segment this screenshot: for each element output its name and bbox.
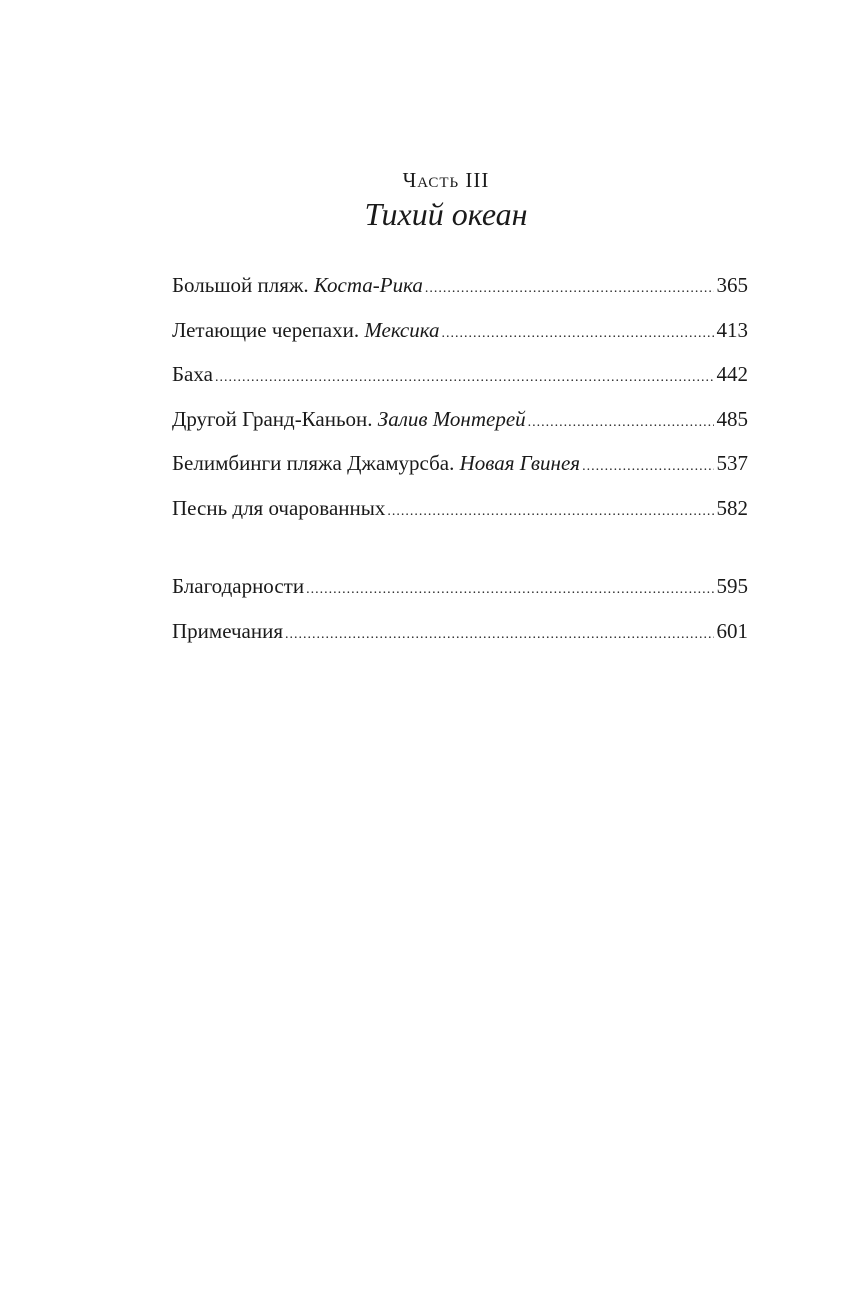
toc-entry-page: 601 [716,618,748,643]
dot-leader [215,358,714,398]
toc-entry-title: Летающие черепахи. Мексика [172,317,440,342]
dot-leader [387,492,713,532]
toc-entry[interactable] [172,566,748,611]
toc-entry[interactable] [172,488,748,533]
toc-entry-subtitle: Мексика [364,317,440,342]
toc-entry-page: 485 [716,406,748,431]
dot-leader [425,269,714,309]
toc-entry-subtitle: Коста-Рика [313,273,423,297]
toc-entry[interactable] [172,265,748,310]
toc-entry-title: Большой пляж. Коста-Рика [172,273,423,297]
part-label: Часть III [402,168,490,192]
toc-entry-title: Другой Гранд-Каньон. Залив Монтерей [172,406,526,431]
toc-entry-page: 365 [716,273,748,297]
toc-entry-title: Благодарности [172,574,305,598]
dot-leader [285,615,713,655]
toc-entry-page: 413 [716,317,748,342]
dot-leader [528,403,714,443]
toc-entry-page: 442 [716,362,748,387]
dot-leader [582,447,713,487]
toc-entry[interactable] [172,399,748,444]
part-title: Тихий океан [364,196,528,232]
toc-back-matter [172,566,748,655]
toc-entry-page: 537 [716,451,748,476]
toc-entry-subtitle: Залив Монтерей [377,406,526,431]
toc-entry-page: 582 [716,495,748,520]
toc-entry[interactable] [172,354,748,399]
toc-entry[interactable] [172,310,748,355]
dot-leader [306,570,713,610]
toc-entry[interactable] [172,443,748,488]
toc-entry-title: Белимбинги пляжа Джамурсба. Новая Гвинея [172,451,581,476]
toc-chapters [172,265,748,533]
toc-entry-title: Песнь для очарованных [172,495,386,520]
toc-entry-page: 595 [716,574,748,598]
toc-entry-title: Примечания [172,618,284,643]
toc-entry-title: Баха [172,362,213,387]
toc-entry[interactable] [172,611,748,656]
part-header [0,166,862,234]
dot-leader [442,314,714,354]
toc-entry-subtitle: Новая Гвинея [459,451,581,476]
